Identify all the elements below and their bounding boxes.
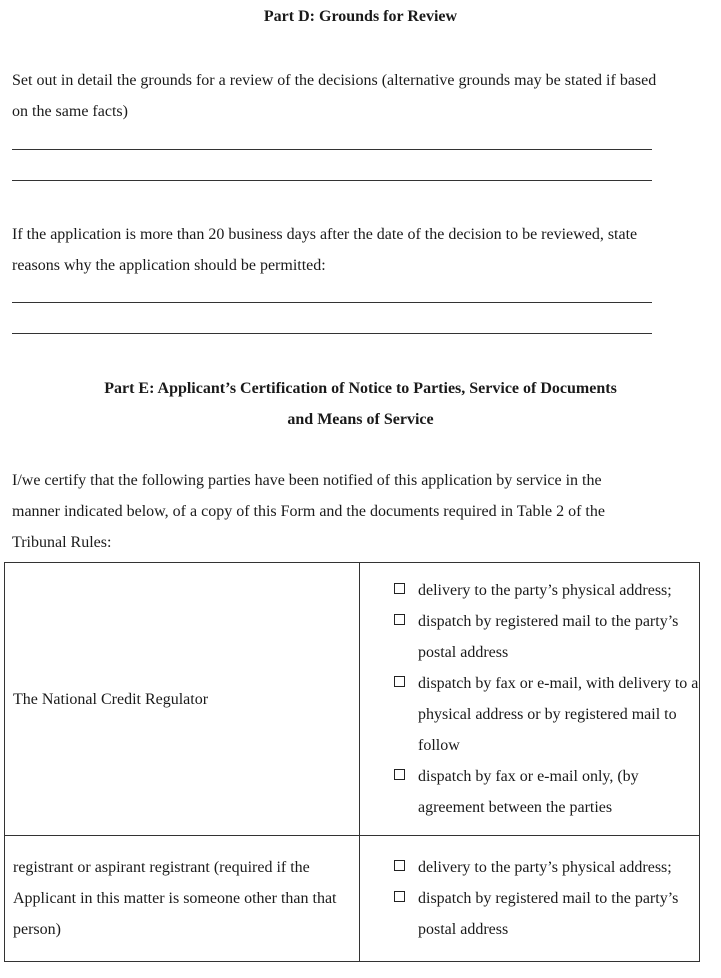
service-options bbox=[360, 836, 700, 962]
late-application-prompt: If the application is more than 20 business days after the date of the decision to be reviewed, state reasons why the application should be permitted: bbox=[12, 226, 638, 274]
service-options bbox=[360, 563, 700, 836]
table-row bbox=[5, 563, 700, 836]
part-d-title: Part D: Grounds for Review bbox=[263, 8, 458, 25]
service-option[interactable] bbox=[394, 852, 699, 883]
checkbox[interactable] bbox=[394, 891, 405, 902]
checkbox[interactable] bbox=[394, 583, 405, 594]
part-e-title-line-1: Part E: Applicant’s Certification of Notice to Parties, Service of Documents bbox=[104, 380, 617, 397]
service-option[interactable] bbox=[394, 883, 699, 945]
option-label: delivery to the party’s physical address; bbox=[418, 859, 672, 876]
grounds-answer-line-2[interactable] bbox=[12, 180, 652, 181]
late-reasons-line-2[interactable] bbox=[12, 333, 652, 334]
checkbox[interactable] bbox=[394, 860, 405, 871]
part-e-title-line-2: and Means of Service bbox=[287, 411, 434, 428]
option-label: dispatch by registered mail to the party’s postal address bbox=[418, 890, 679, 938]
party-name: The National Credit Regulator bbox=[5, 563, 360, 836]
checkbox[interactable] bbox=[394, 676, 405, 687]
certification-text: I/we certify that the following parties have been notified of this application by service in the manner indicated below, of a copy of this Form and the documents required in Table 2 of the Tribunal Rules: bbox=[12, 472, 605, 551]
service-option[interactable] bbox=[394, 606, 699, 668]
checkbox[interactable] bbox=[394, 769, 405, 780]
option-label: dispatch by fax or e-mail only, (by agreement between the parties bbox=[418, 768, 639, 816]
part-e-title bbox=[0, 373, 721, 435]
grounds-answer-line-1[interactable] bbox=[12, 149, 652, 150]
option-label: dispatch by registered mail to the party’s postal address bbox=[418, 613, 679, 661]
service-table bbox=[4, 562, 700, 962]
service-option[interactable] bbox=[394, 761, 699, 823]
party-name: registrant or aspirant registrant (required if the Applicant in this matter is someone other than that person) bbox=[5, 836, 360, 962]
option-label: dispatch by fax or e-mail, with delivery to a physical address or by registered mail to follow bbox=[418, 675, 699, 754]
service-option[interactable] bbox=[394, 575, 699, 606]
grounds-prompt: Set out in detail the grounds for a review of the decisions (alternative grounds may be stated if based on the same facts) bbox=[12, 72, 657, 120]
table-row bbox=[5, 836, 700, 962]
checkbox[interactable] bbox=[394, 614, 405, 625]
option-label: delivery to the party’s physical address; bbox=[418, 582, 672, 599]
service-option[interactable] bbox=[394, 668, 699, 761]
late-reasons-line-1[interactable] bbox=[12, 302, 652, 303]
